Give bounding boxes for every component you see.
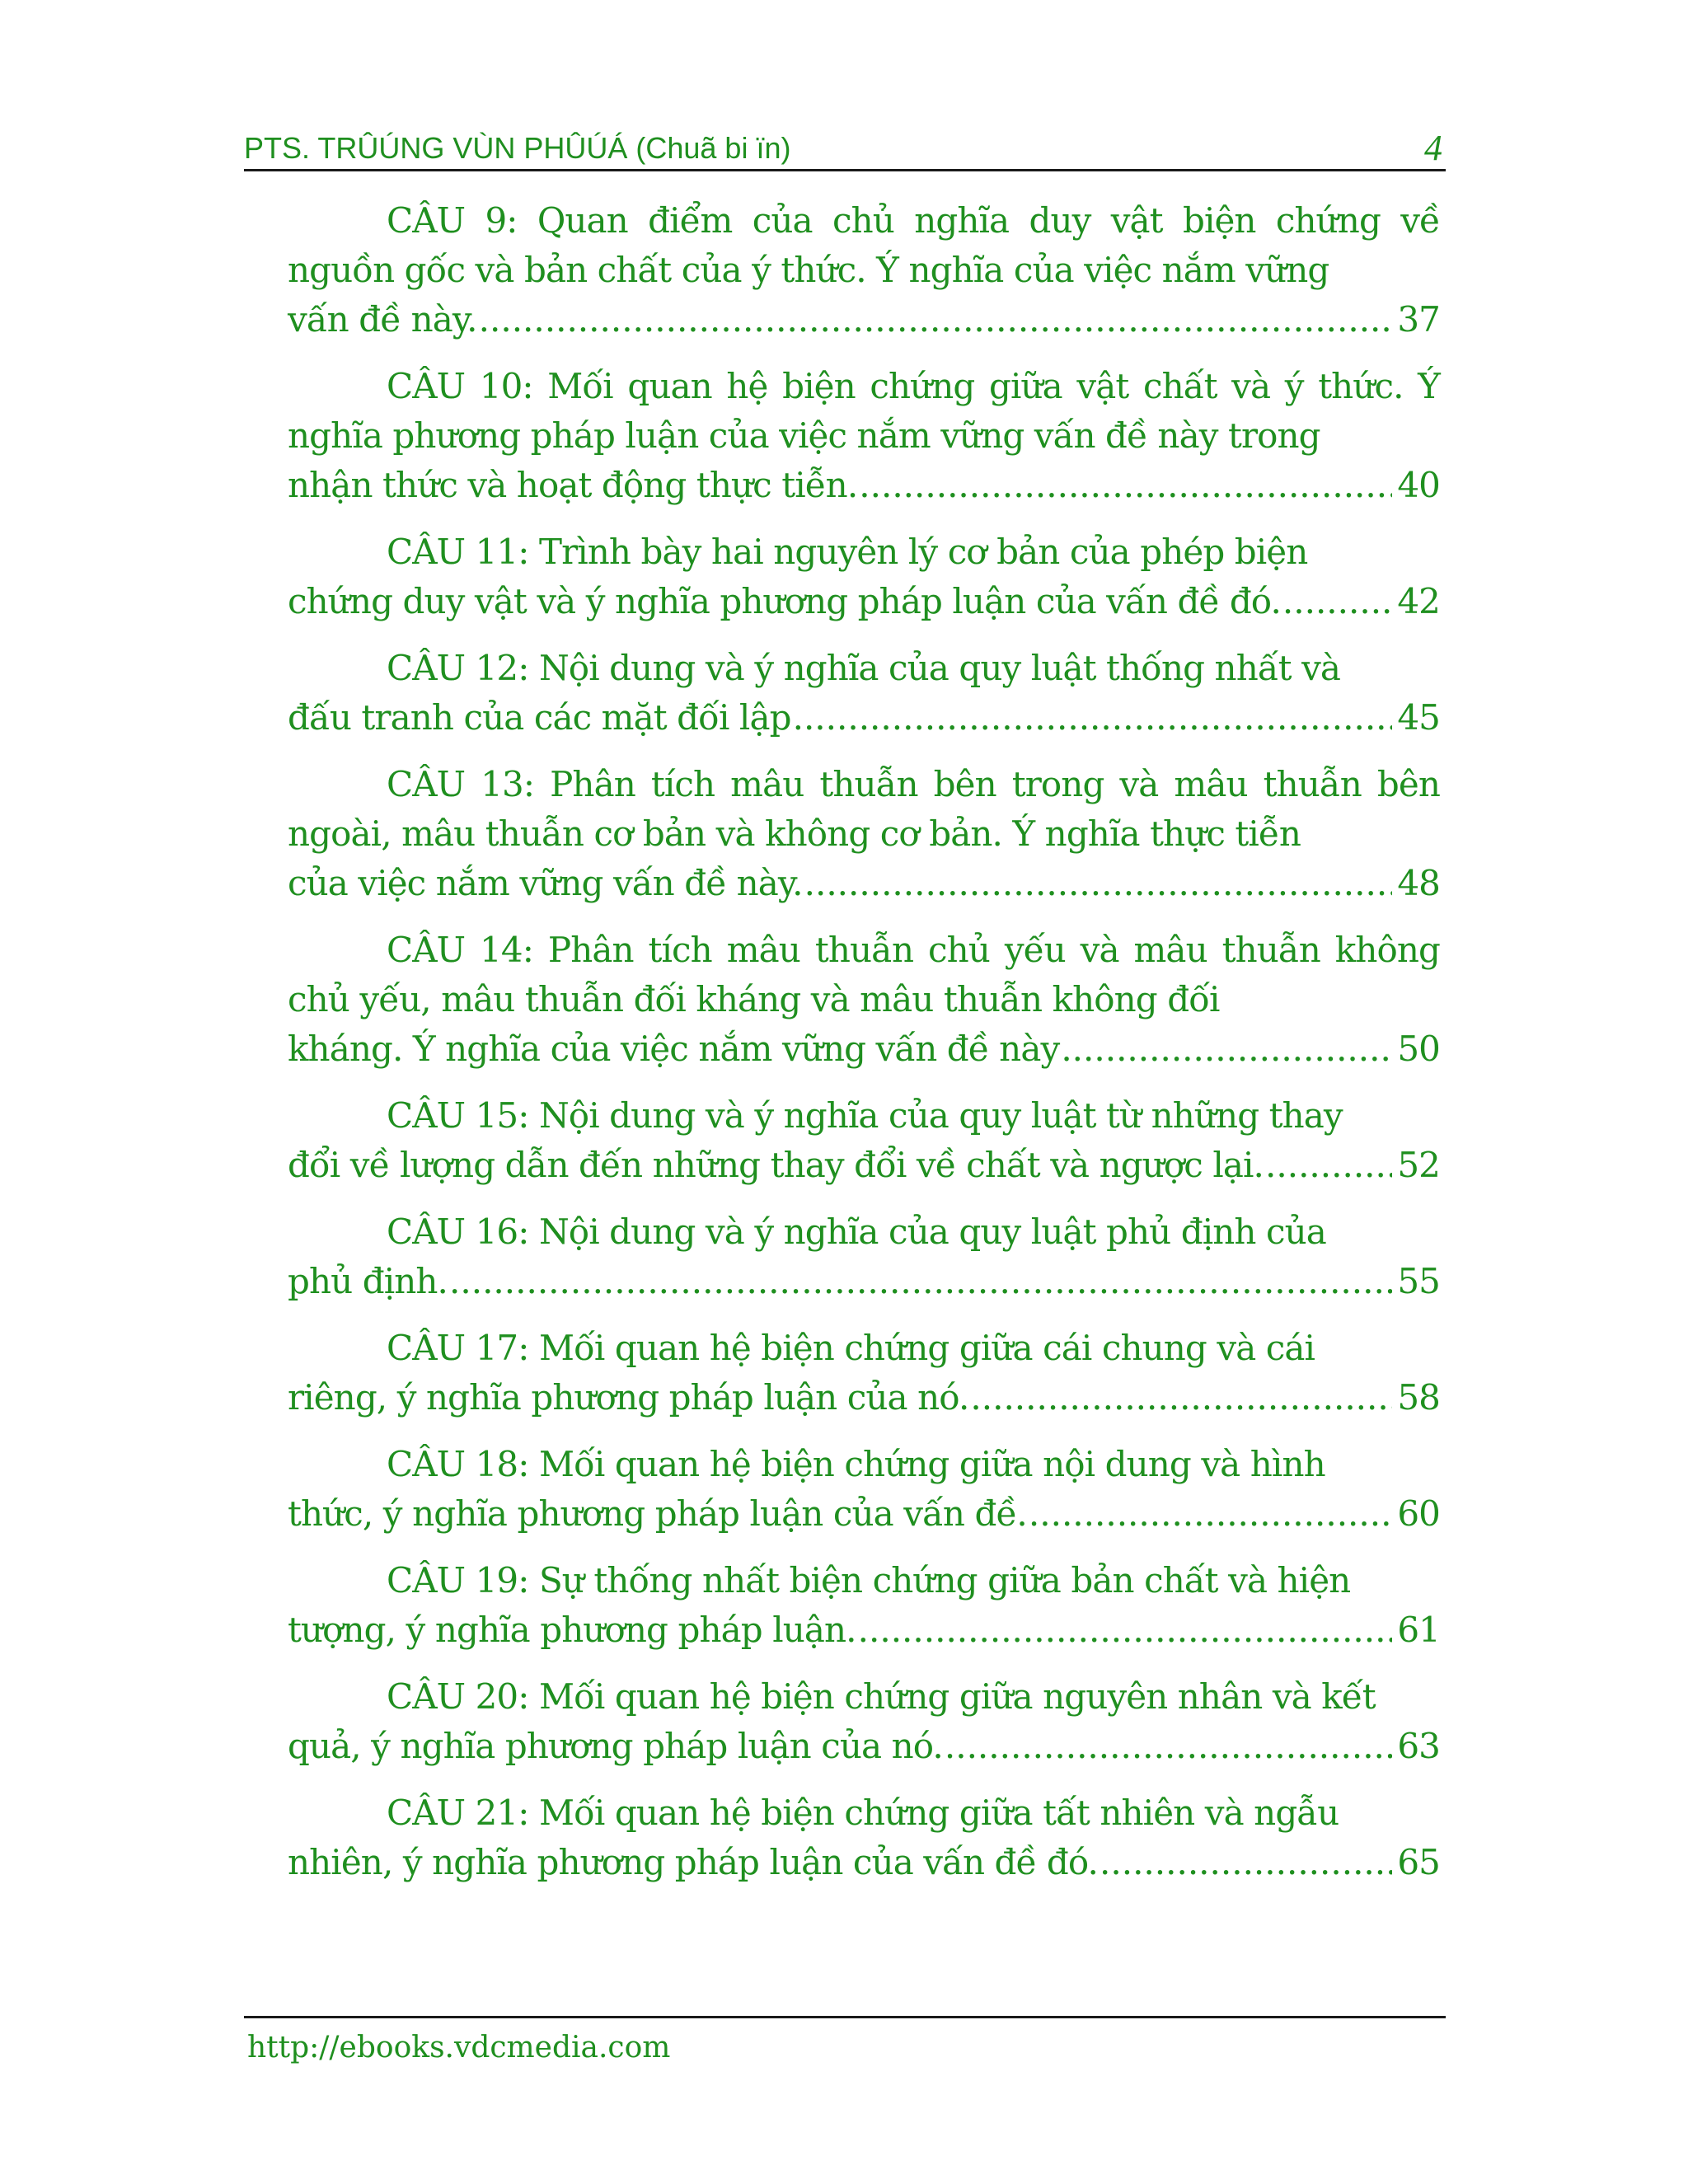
- toc-entry[interactable]: [288, 644, 1440, 743]
- toc-entry-title-end: tượng, ý nghĩa phương pháp luận.: [288, 1610, 856, 1650]
- toc-entry-title: CÂU 19: Sự thống nhất biện chứng giữa bản chất và hiện: [387, 1560, 1351, 1601]
- footer-url[interactable]: http://ebooks.vdcmedia.com: [247, 2031, 671, 2064]
- toc-entry-title: CÂU 16: Nội dung và ý nghĩa của quy luật phủ định của: [387, 1212, 1326, 1252]
- toc-entry[interactable]: [288, 926, 1440, 1074]
- toc-entry-title-end: vấn đề này.: [288, 299, 477, 340]
- toc-entry-title-end: nhận thức và hoạt động thực tiễn.: [288, 465, 858, 505]
- header-divider: [244, 169, 1446, 171]
- dot-leader: [1265, 1141, 1392, 1190]
- dot-leader: [449, 1257, 1392, 1306]
- dot-leader: [859, 461, 1392, 510]
- dot-leader: [1061, 1024, 1392, 1074]
- dot-leader: [1029, 1489, 1392, 1539]
- dot-leader: [793, 693, 1393, 743]
- toc-entry-title-end: đổi về lượng dẫn đến những thay đổi về chất và ngược lại.: [288, 1145, 1264, 1185]
- page-number: 4: [1424, 128, 1442, 168]
- toc-entry-title-end: của việc nắm vững vấn đề này.: [288, 863, 803, 903]
- toc-entry-title: CÂU 20: Mối quan hệ biện chứng giữa nguyên nhân và kết: [387, 1676, 1376, 1717]
- toc-entry-line: [288, 1141, 1440, 1190]
- toc-page-number: 37: [1397, 299, 1440, 340]
- toc-entry-line: [288, 461, 1440, 510]
- toc-entry-title-end: riêng, ý nghĩa phương pháp luận của nó.: [288, 1377, 969, 1418]
- toc-entry-title-end: kháng. Ý nghĩa của việc nắm vững vấn đề này: [288, 1029, 1060, 1069]
- running-header: [244, 122, 1446, 166]
- footer-divider: [244, 2016, 1446, 2018]
- toc-entry-line: [288, 1489, 1440, 1539]
- toc-entry-title: CÂU 11: Trình bày hai nguyên lý cơ bản của phép biện: [387, 532, 1308, 572]
- dot-leader: [858, 1605, 1393, 1655]
- toc-page-number: 40: [1397, 465, 1440, 505]
- toc-entry[interactable]: [288, 1207, 1440, 1306]
- dot-leader: [479, 295, 1393, 344]
- toc-entry-title: CÂU 14: Phân tích mâu thuẫn chủ yếu và mâu thuẫn không chủ yếu, mâu thuẫn đối kháng và mâu thuẫn không đối: [288, 930, 1440, 1019]
- toc-entry[interactable]: [288, 1440, 1440, 1539]
- toc-page-number: 45: [1397, 697, 1440, 738]
- toc-page-number: 58: [1397, 1377, 1440, 1418]
- toc-entry[interactable]: [288, 760, 1440, 908]
- toc-page-number: 52: [1397, 1145, 1440, 1185]
- toc-entry-line: [288, 1373, 1440, 1422]
- toc-entry-title: CÂU 13: Phân tích mâu thuẫn bên trong và mâu thuẫn bên ngoài, mâu thuẫn cơ bản và không cơ bản. Ý nghĩa thực tiễn: [288, 764, 1440, 854]
- toc-entry-line: [288, 693, 1440, 743]
- toc-entry-title: CÂU 21: Mối quan hệ biện chứng giữa tất nhiên và ngẫu: [387, 1793, 1339, 1833]
- toc-entry[interactable]: [288, 362, 1440, 510]
- toc-page-number: 55: [1397, 1261, 1440, 1301]
- toc-entry-line: [288, 1722, 1440, 1771]
- toc-entry-title: CÂU 17: Mối quan hệ biện chứng giữa cái chung và cái: [387, 1328, 1315, 1368]
- toc-page-number: 63: [1397, 1726, 1440, 1766]
- toc-entry-title-end: chứng duy vật và ý nghĩa phương pháp luận của vấn đề đó.: [288, 581, 1281, 621]
- toc-entry[interactable]: [288, 1091, 1440, 1190]
- toc-entry-line: [288, 859, 1440, 908]
- toc-page-number: 48: [1397, 863, 1440, 903]
- toc-entry-title: CÂU 15: Nội dung và ý nghĩa của quy luật từ những thay: [387, 1095, 1343, 1136]
- toc-entry-title: CÂU 12: Nội dung và ý nghĩa của quy luật thống nhất và: [387, 648, 1341, 688]
- toc-entry-title-end: thức, ý nghĩa phương pháp luận của vấn đề.: [288, 1493, 1027, 1534]
- toc-entry-line: [288, 295, 1440, 344]
- toc-entry[interactable]: [288, 1324, 1440, 1422]
- toc-entry[interactable]: [288, 1556, 1440, 1655]
- toc-page-number: 65: [1397, 1842, 1440, 1882]
- toc-entry-title-end: quả, ý nghĩa phương pháp luận của nó.: [288, 1726, 943, 1766]
- toc-entry-title-end: đấu tranh của các mặt đối lập: [288, 697, 791, 738]
- toc-entry-title-end: phủ định.: [288, 1261, 448, 1301]
- dot-leader: [1100, 1838, 1392, 1887]
- book-title: PTS. TRÛÚNG VÙN PHÛÚÁ (Chuã bi ïn): [244, 131, 791, 165]
- toc-entry-line: [288, 1838, 1440, 1887]
- dot-leader: [804, 859, 1393, 908]
- toc-entry-line: [288, 1024, 1440, 1074]
- toc-entry[interactable]: [288, 1788, 1440, 1887]
- dot-leader: [1282, 577, 1392, 626]
- table-of-contents: [288, 196, 1440, 1905]
- toc-entry-line: [288, 1257, 1440, 1306]
- toc-entry-title-end: nhiên, ý nghĩa phương pháp luận của vấn đề đó.: [288, 1842, 1099, 1882]
- toc-page-number: 60: [1397, 1493, 1440, 1534]
- toc-page-number: 50: [1397, 1029, 1440, 1069]
- dot-leader: [945, 1722, 1392, 1771]
- toc-entry[interactable]: [288, 527, 1440, 626]
- toc-entry-title: CÂU 9: Quan điểm của chủ nghĩa duy vật biện chứng về nguồn gốc và bản chất của ý thức. Ý nghĩa của việc nắm vững: [288, 200, 1440, 290]
- toc-entry[interactable]: [288, 196, 1440, 344]
- toc-entry-title: CÂU 10: Mối quan hệ biện chứng giữa vật chất và ý thức. Ý nghĩa phương pháp luận của việc nắm vững vấn đề này trong: [288, 366, 1440, 456]
- toc-page-number: 61: [1397, 1610, 1440, 1650]
- dot-leader: [970, 1373, 1392, 1422]
- toc-entry-line: [288, 1605, 1440, 1655]
- toc-entry-title: CÂU 18: Mối quan hệ biện chứng giữa nội dung và hình: [387, 1444, 1325, 1484]
- toc-entry[interactable]: [288, 1672, 1440, 1771]
- toc-page-number: 42: [1397, 581, 1440, 621]
- toc-entry-line: [288, 577, 1440, 626]
